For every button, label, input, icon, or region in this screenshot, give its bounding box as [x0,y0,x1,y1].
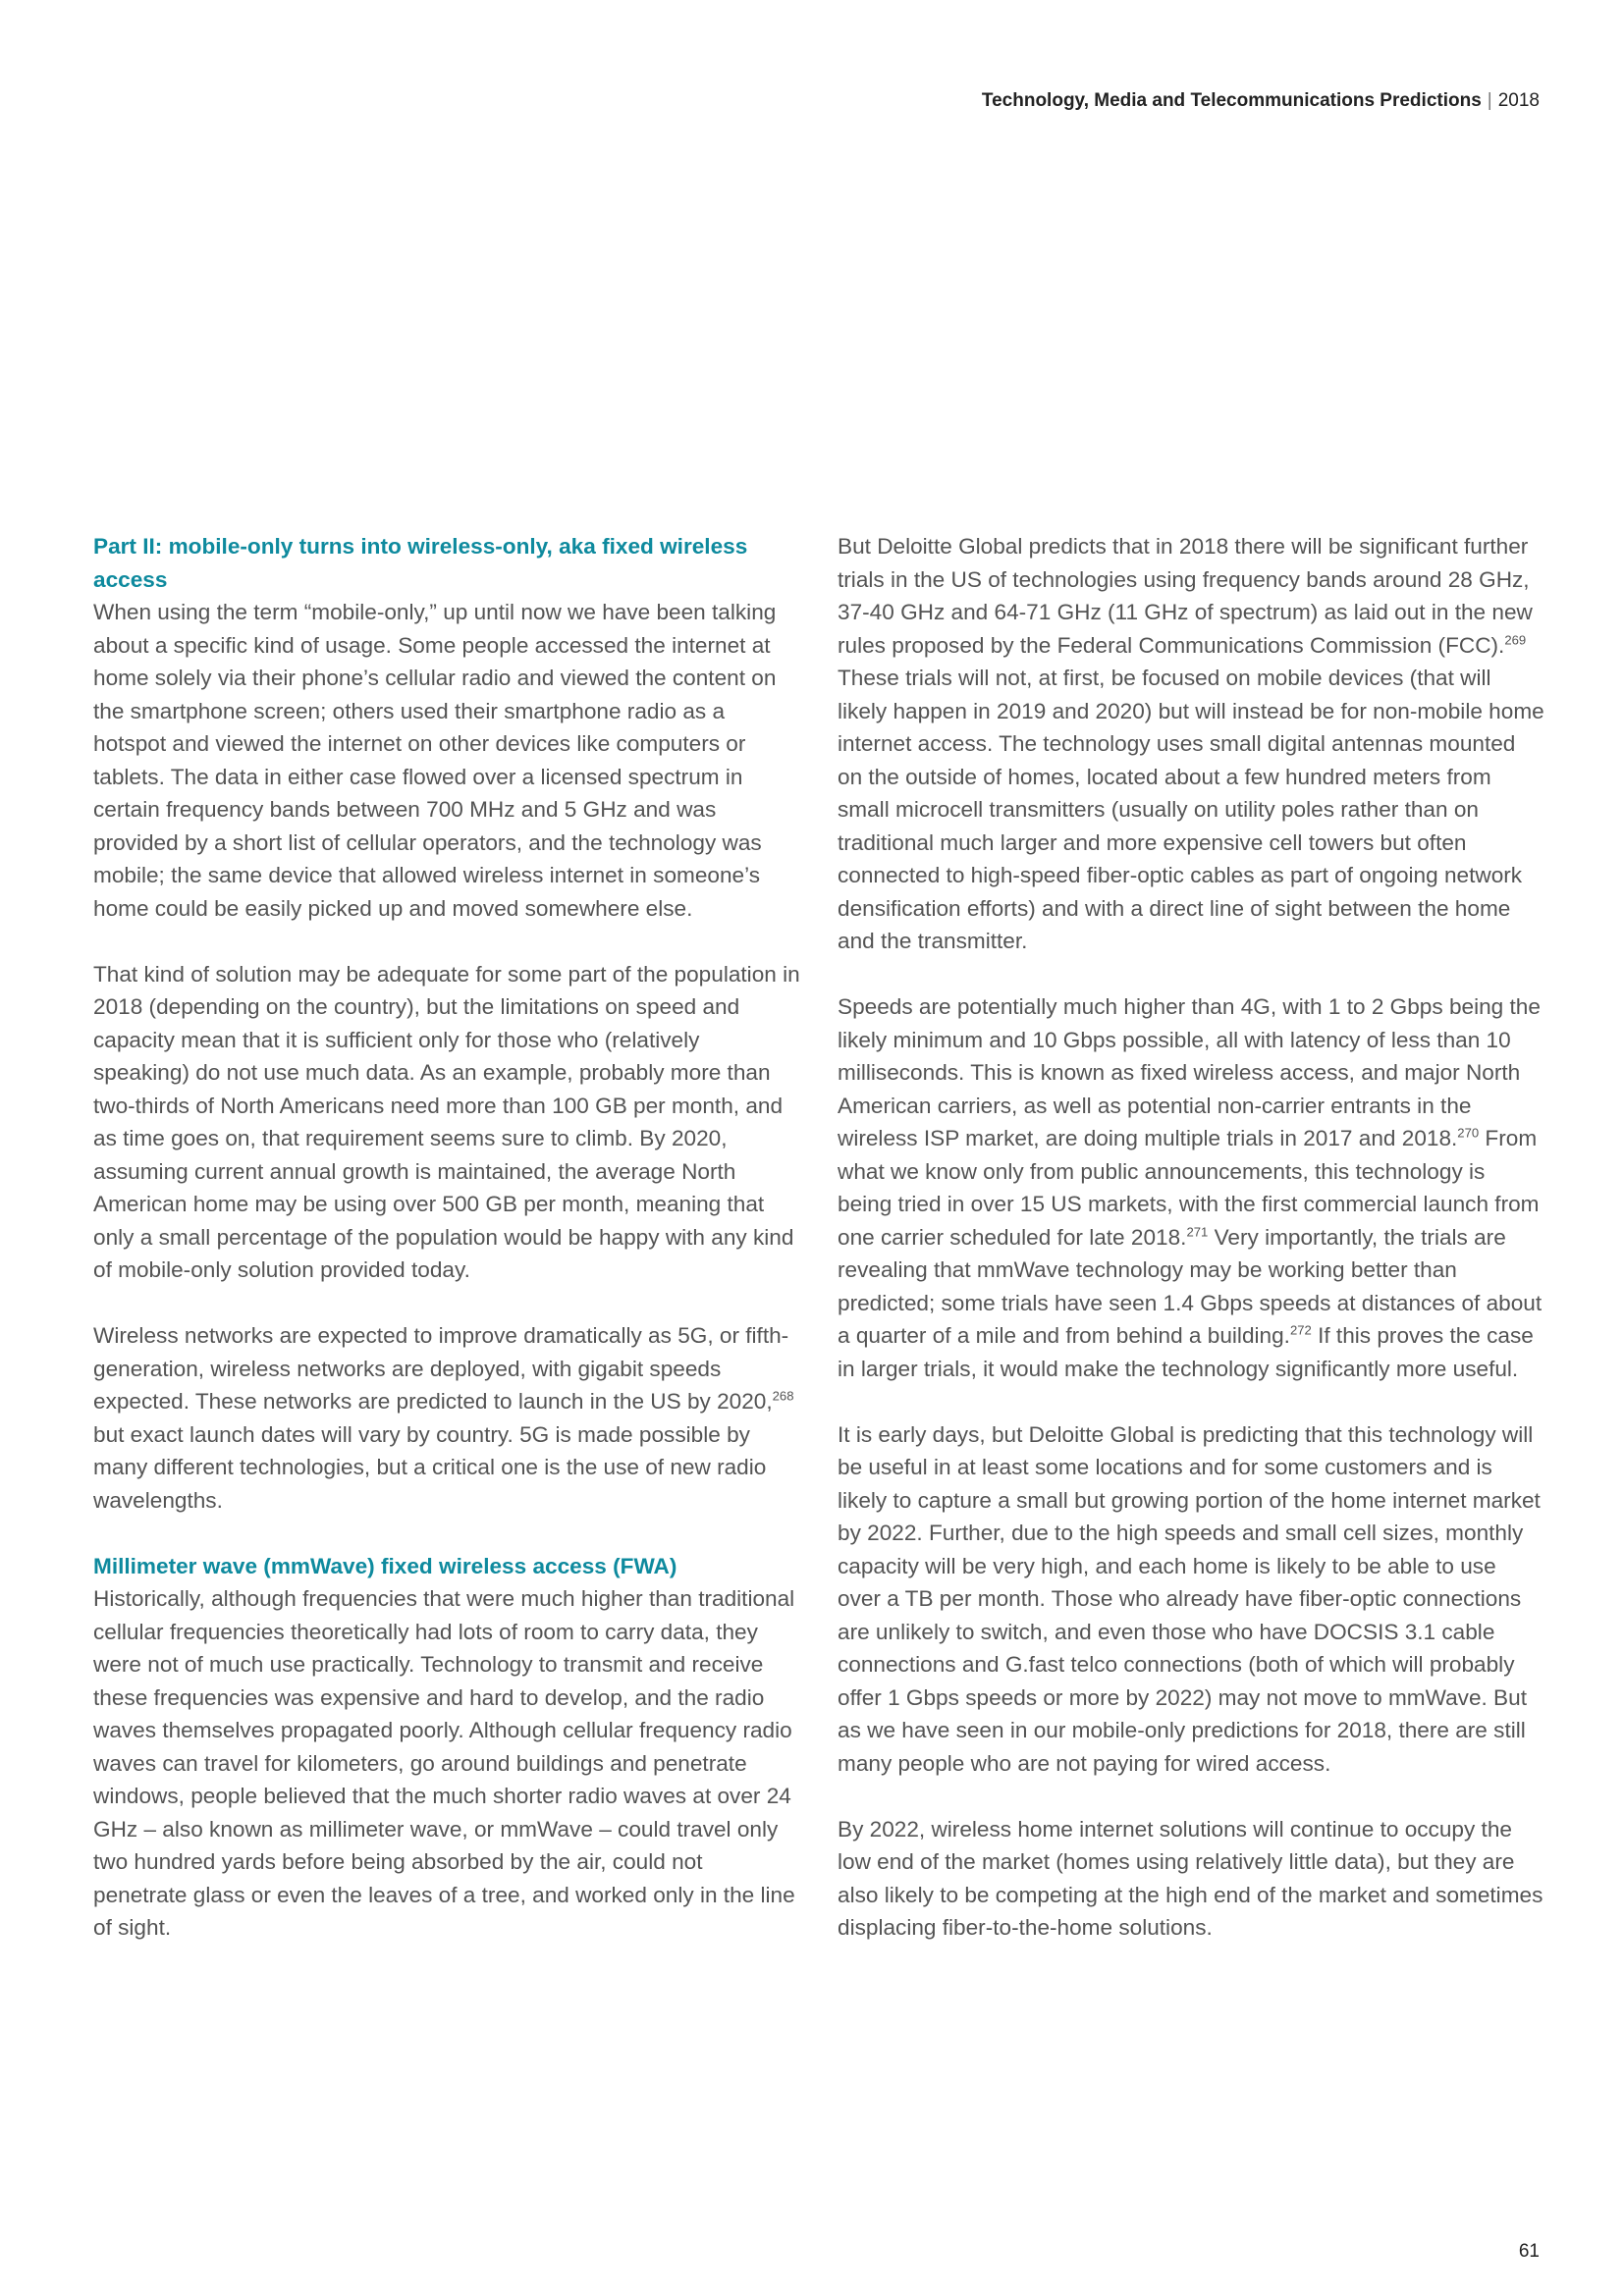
paragraph-text: but exact launch dates will vary by country. 5G is made possible by many different technologies, but a critical one is the use of new radio wavelengths. [93,1421,767,1513]
paragraph-text: Very importantly, the trials are revealing that mmWave technology may be working better than predicted; some trials have seen 1.4 Gbps speeds at distances of about a quarter of a mile and from behind a building. [838,1224,1543,1348]
footnote-ref: 272 [1289,1322,1312,1338]
paragraph-text: Wireless networks are expected to improve dramatically as 5G, or fifth-generation, wireless networks are deployed, with gigabit speeds expected. These networks are predicted to launch in the US by 2020, [93,1323,789,1414]
paragraph: When using the term “mobile-only,” up until now we have been talking about a specific kind of usage. Some people accessed the internet at home solely via their phone’s cellular radio and viewed the content on the smartphone screen; others used their smartphone radio as a hotspot and viewed the internet on other devices like computers or tablets. The data in either case flowed over a licensed spectrum in certain frequency bands between 700 MHz and 5 GHz and was provided by a short list of cellular operators, and the technology was mobile; the same device that allowed wireless internet in someone’s home could be easily picked up and moved somewhere else. [93,600,777,921]
paragraph: Historically, although frequencies that were much higher than traditional cellular frequencies theoretically had lots of room to carry data, they were not of much use practically. Technology to transmit and receive these frequencies was expensive and hard to develop, and the radio waves themselves propagated poorly. Although cellular frequency radio waves can travel for kilometers, go around buildings and penetrate windows, people believed that the much shorter radio waves at over 24 GHz – also known as millimeter wave, or mmWave – could travel only two hundred yards before being absorbed by the air, could not penetrate glass or even the leaves of a tree, and worked only in the line of sight. [93,1586,795,1940]
paragraph [93,1319,800,1517]
right-column [838,530,1544,1977]
paragraph: By 2022, wireless home internet solutions will continue to occupy the low end of the market (homes using relatively little data), but they are also likely to be competing at the high end of the market and sometimes displacing fiber-to-the-home solutions. [838,1816,1543,1940]
footnote-ref: 268 [772,1388,794,1404]
section-heading-mmwave: Millimeter wave (mmWave) fixed wireless access (FWA) [93,1553,677,1578]
publication-year: 2018 [1497,90,1540,111]
footnote-ref: 269 [1504,631,1527,647]
page-number: 61 [1518,2241,1540,2262]
paragraph-text: But Deloitte Global predicts that in 2018 there will be significant further trials in the US of technologies using frequency bands around 28 GHz, 37-40 GHz and 64-71 GHz (11 GHz of spectrum) as laid out in the new rules proposed by the Federal Communications Commission (FCC). [838,534,1533,658]
paragraph-text: These trials will not, at first, be focused on mobile devices (that will likely happen in 2019 and 2020) but will instead be for non-mobile home internet access. The technology uses small digital antennas mounted on the outside of homes, located about a few hundred meters from small microcell transmitters (usually on utility poles rather than on traditional much larger and more expensive cell towers but often connected to high-speed fiber-optic cables as part of ongoing network densification efforts) and with a direct line of sight between the home and the transmitter. [838,666,1544,953]
paragraph: That kind of solution may be adequate for some part of the population in 2018 (depending on the country), but the limitations on speed and capacity mean that it is sufficient only for those who (relatively speaking) do not use much data. As an example, probably more than two-thirds of North Americans need more than 100 GB per month, and as time goes on, that requirement seems sure to climb. By 2020, assuming current annual growth is maintained, the average North American home may be using over 500 GB per month, meaning that only a small percentage of the population would be happy with any kind of mobile-only solution provided today. [93,961,800,1282]
paragraph-text: Speeds are potentially much higher than 4G, with 1 to 2 Gbps being the likely minimum and 10 Gbps possible, all with latency of less than 10 milliseconds. This is known as fixed wireless access, and major North American carriers, as well as potential non-carrier entrants in the wireless ISP market, are doing multiple trials in 2017 and 2018. [838,994,1541,1150]
left-column [93,530,800,1977]
paragraph [838,990,1544,1385]
header-separator: | [1487,90,1492,111]
paragraph [838,530,1544,958]
section-heading-part-ii: Part II: mobile-only turns into wireless-only, aka fixed wireless access [93,534,748,592]
footnote-ref: 271 [1186,1223,1209,1239]
paragraph-text: From what we know only from public announcements, this technology is being tried in over 15 US markets, with the first commercial launch from one carrier scheduled for late 2018. [838,1126,1540,1250]
publication-title: Technology, Media and Telecommunications Predictions [981,90,1482,111]
paragraph: It is early days, but Deloitte Global is predicting that this technology will be useful in at least some locations and for some customers and is likely to capture a small but growing portion of the home internet market by 2022. Further, due to the high speeds and small cell sizes, monthly capacity will be very high, and each home is likely to be able to use over a TB per month. Those who already have fiber-optic connections are unlikely to switch, and even those who have DOCSIS 3.1 cable connections and G.fast telco connections (both of which will probably offer 1 Gbps speeds or more by 2022) may not move to mmWave. But as we have seen in our mobile-only predictions for 2018, there are still many people who are not paying for wired access. [838,1421,1541,1776]
paragraph-text: If this proves the case in larger trials, it would make the technology significantly more useful. [838,1323,1534,1381]
footnote-ref: 270 [1457,1125,1480,1141]
running-header [982,90,1540,112]
